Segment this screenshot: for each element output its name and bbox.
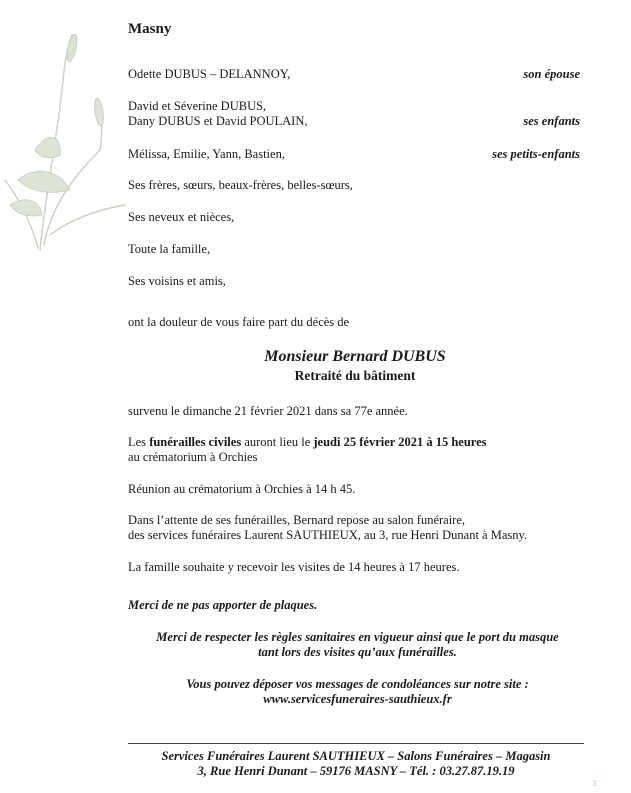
funeral-line1 (128, 435, 487, 450)
death-details: survenu le dimanche 21 février 2021 dans sa 77e année. (128, 404, 408, 418)
deceased-name: Monsieur Bernard DUBUS (264, 348, 446, 365)
announcement-text: ont la douleur de vous faire part du décès de (128, 315, 350, 329)
sanitary-line2: tant lors des visites qu’aux funérailles. (258, 645, 457, 659)
deceased-occupation: Retraité du bâtiment (294, 368, 416, 383)
footer-divider (128, 743, 584, 744)
funeral-text-a: Les (128, 435, 150, 449)
meeting-text: Réunion au crématorium à Orchies à 14 h 45. (128, 482, 356, 496)
footer-line1: Services Funéraires Laurent SAUTHIEUX – Salons Funéraires – Magasin (161, 749, 551, 763)
funeral-text-b: auront lieu le (241, 435, 314, 449)
funeral-type: funérailles civiles (149, 435, 242, 449)
children-relation: ses enfants (523, 114, 580, 128)
no-plaques-text: Merci de ne pas apporter de plaques. (128, 598, 318, 612)
footer-line2: 3, Rue Henri Dunant – 59176 MASNY – Tél. : 03.27.87.19.19 (197, 764, 515, 778)
funeral-place: au crématorium à Orchies (128, 450, 258, 464)
nephews-line: Ses neveux et nièces, (128, 210, 235, 224)
spouse-names: Odette DUBUS – DELANNOY, (128, 67, 291, 81)
visits-text: La famille souhaite y recevoir les visites de 14 heures à 17 heures. (128, 560, 460, 574)
children-names-line1: David et Séverine DUBUS, (128, 99, 267, 113)
grandchildren-relation: ses petits-enfants (492, 147, 580, 161)
children-names-line2: Dany DUBUS et David POULAIN, (128, 114, 308, 128)
condolences-line1: Vous pouvez déposer vos messages de condoléances sur notre site : (186, 677, 529, 691)
funeral-datetime: jeudi 25 février 2021 à 15 heures (313, 435, 487, 449)
family-line: Toute la famille, (128, 242, 211, 256)
neighbours-line: Ses voisins et amis, (128, 274, 226, 288)
floral-watermark-icon (0, 30, 130, 260)
spouse-relation: son épouse (523, 67, 580, 81)
siblings-line: Ses frères, sœurs, beaux-frères, belles-sœurs, (128, 178, 353, 192)
sanitary-line1: Merci de respecter les règles sanitaires en vigueur ainsi que le port du masque (156, 630, 559, 644)
rest-line1: Dans l’attente de ses funérailles, Bernard repose au salon funéraire, (128, 513, 466, 527)
page-number: 3 (592, 779, 596, 788)
condolences-url[interactable]: www.servicesfuneraires-sauthieux.fr (263, 692, 452, 706)
rest-line2: des services funéraires Laurent SAUTHIEUX, au 3, rue Henri Dunant à Masny. (128, 528, 528, 542)
grandchildren-names: Mélissa, Emilie, Yann, Bastien, (128, 147, 285, 161)
town-heading: Masny (128, 21, 172, 37)
